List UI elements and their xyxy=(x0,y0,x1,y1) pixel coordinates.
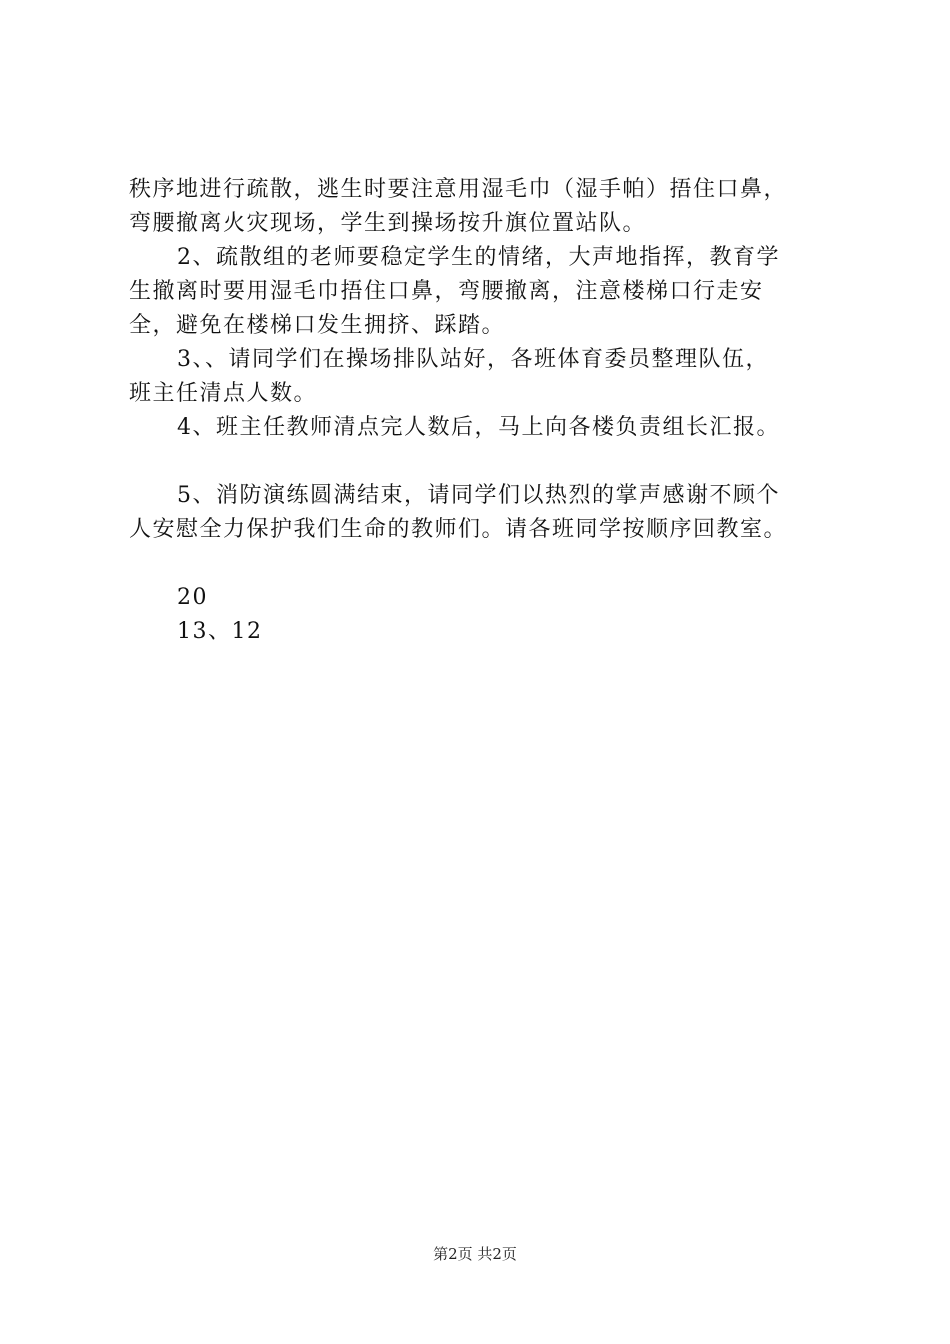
date-line: 13、12 xyxy=(177,619,263,644)
paragraph-line: 弯腰撤离火灾现场，学生到操场按升旗位置站队。 xyxy=(129,211,647,236)
paragraph-spacer xyxy=(129,445,839,479)
paragraph-line: 生撤离时要用湿毛巾捂住口鼻，弯腰撤离，注意楼梯口行走安 xyxy=(129,279,764,304)
paragraph-line: 4、班主任教师清点完人数后，马上向各楼负责组长汇报。 xyxy=(177,415,780,440)
date-line: 20 xyxy=(177,585,208,610)
document-body xyxy=(129,173,839,649)
paragraph-line: 2、疏散组的老师要稳定学生的情绪，大声地指挥，教育学 xyxy=(177,245,780,270)
paragraph-line: 5、消防演练圆满结束，请同学们以热烈的掌声感谢不顾个 xyxy=(177,483,780,508)
paragraph-line: 秩序地进行疏散，逃生时要注意用湿毛巾（湿手帕）捂住口鼻， xyxy=(129,177,788,202)
paragraph-line: 3、、请同学们在操场排队站好，各班体育委员整理队伍， xyxy=(177,347,769,372)
paragraph-spacer xyxy=(129,547,839,581)
paragraph-line: 全，避免在楼梯口发生拥挤、踩踏。 xyxy=(129,313,506,338)
paragraph-line: 班主任清点人数。 xyxy=(129,381,318,406)
paragraph-line: 人安慰全力保护我们生命的教师们。请各班同学按顺序回教室。 xyxy=(129,517,788,542)
page-footer: 第2页 共2页 xyxy=(433,1245,517,1263)
